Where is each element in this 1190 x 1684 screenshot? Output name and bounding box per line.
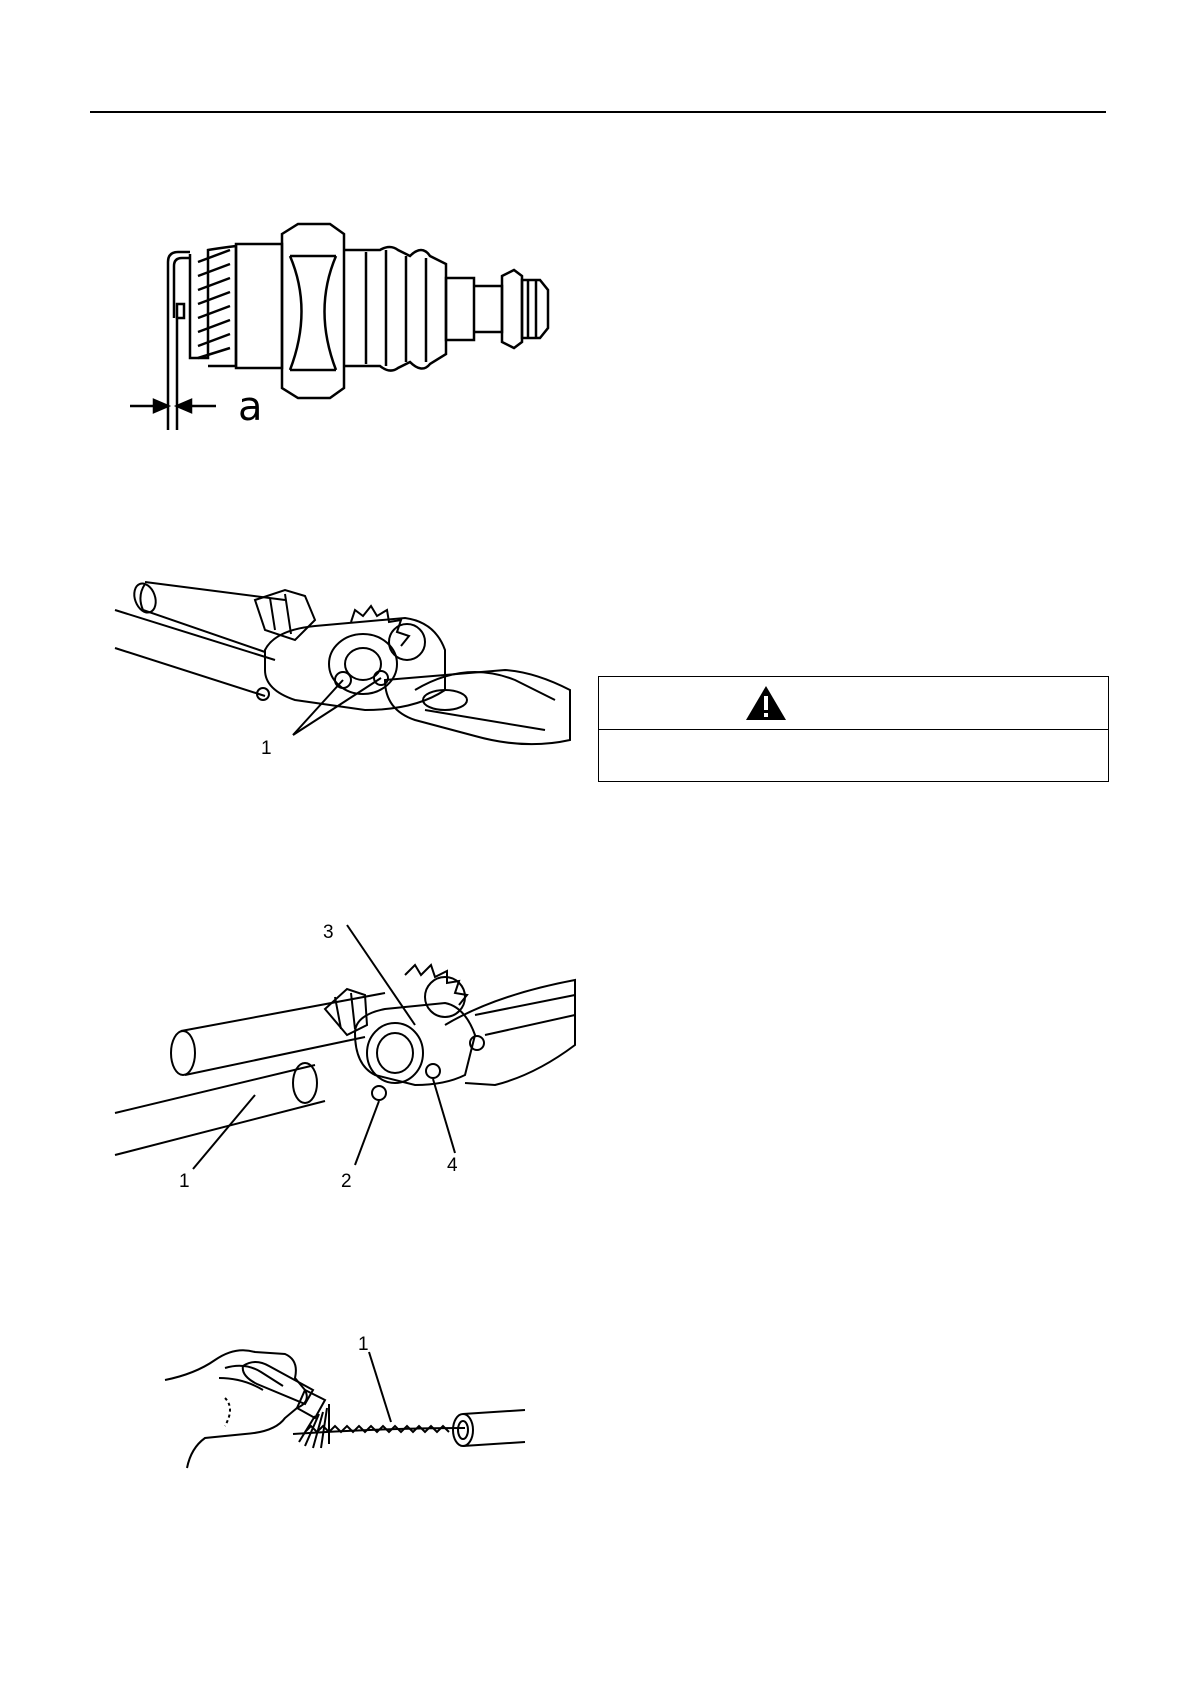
brush-grease-figure [165, 1334, 525, 1468]
warning-triangle-icon [745, 685, 787, 721]
brush-grease-drawing [165, 1334, 525, 1468]
shaft-assembly-drawing [115, 921, 575, 1192]
callout-4: 4 [447, 1155, 458, 1176]
callout-3: 3 [323, 921, 334, 943]
warning-box [598, 676, 1109, 782]
gap-label: a [238, 384, 263, 430]
callout-1: 1 [261, 738, 272, 759]
header-rule [90, 111, 1106, 113]
callout-1: 1 [179, 1171, 190, 1192]
callout-1: 1 [358, 1334, 369, 1355]
shaft-assembly-figure [115, 921, 575, 1192]
warning-body [599, 730, 1108, 742]
spark-plug-drawing [130, 220, 570, 470]
screws-drawing [115, 560, 570, 805]
callout-2: 2 [341, 1171, 352, 1192]
screws-figure [115, 560, 570, 805]
warning-header [599, 677, 1108, 730]
spark-plug-figure [130, 220, 570, 470]
